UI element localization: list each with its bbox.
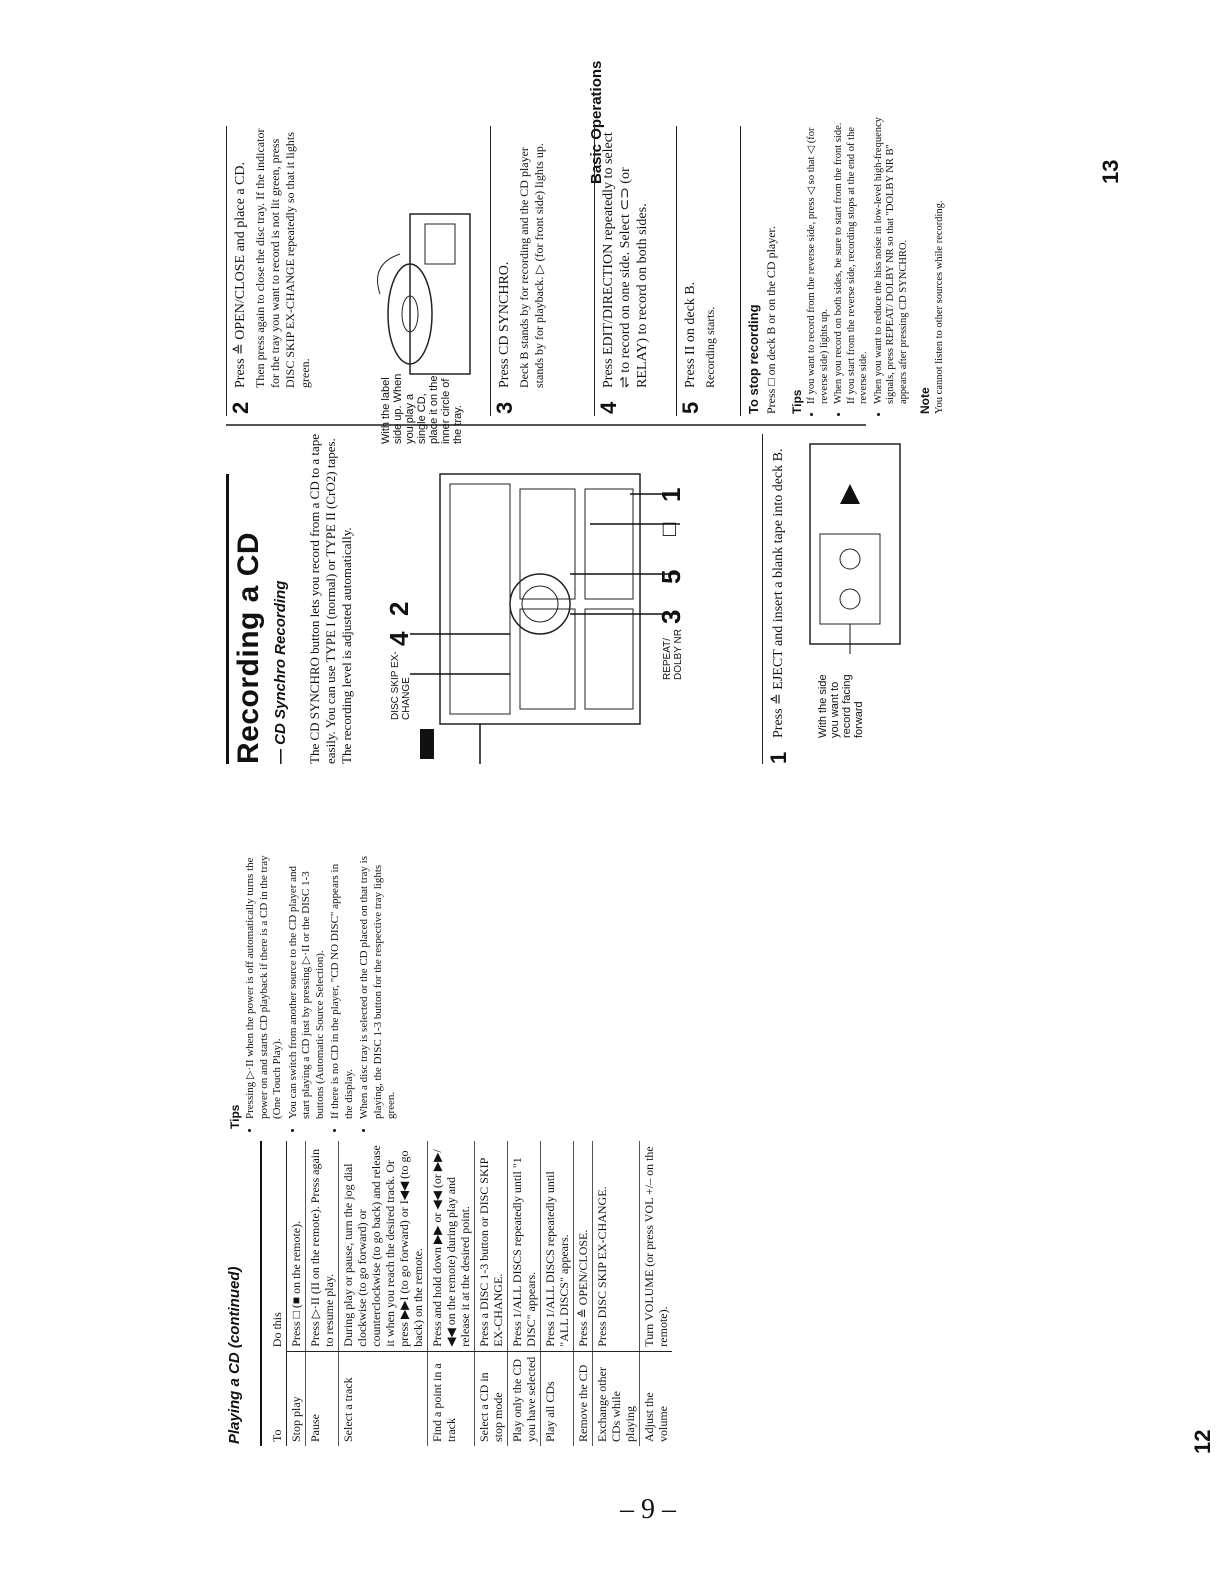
tip-left-3: • If there is no CD in the player, "CD NO DISC" appears in the display.: [329, 849, 356, 1119]
step-4-number: 4: [596, 401, 621, 414]
table-header-to: To: [268, 1351, 287, 1446]
table-cell-to: Select a track: [339, 1351, 428, 1446]
step-4-text: Press EDIT/DIRECTION repeatedly to select ⇌ to record on one side. Select ⊂⊃ (or RELAY) to record on both sides.: [601, 132, 650, 388]
table-cell-do: Press and hold down ▶▶ or ◀◀ (or ▶▶/◀◀ on the remote) during play and release it at the desired point.: [428, 1141, 475, 1351]
step3-rule: [490, 126, 491, 416]
page-number-right: 13: [1098, 159, 1123, 184]
intro-text: The CD SYNCHRO button lets you record from a CD to a tape easily. You can use TYPE I (normal) or TYPE II (CrO2) tapes. The recording level is adjusted automatically.: [307, 433, 354, 764]
table-cell-do: Turn VOLUME (or press VOL +/– on the remote).: [640, 1141, 673, 1351]
title-block: [226, 424, 355, 764]
controls-table-body: [287, 1141, 673, 1446]
table-cell-do: Press ▷·II (II on the remote). Press again to resume play.: [306, 1141, 339, 1351]
step-4: [596, 124, 651, 414]
table-cell-to: Exchange other CDs while playing: [593, 1351, 640, 1446]
stop-rule: [740, 126, 741, 416]
table-cell-do: Press 1/ALL DISCS repeatedly until "ALL DISCS" appears.: [541, 1141, 574, 1351]
running-head: Basic Operations: [588, 60, 605, 184]
table-cell-to: Stop play: [287, 1351, 306, 1446]
table-cell-to: Pause: [306, 1351, 339, 1446]
callout-5: 5: [656, 569, 686, 584]
step-5-subtext: Recording starts.: [703, 306, 717, 388]
table-row: [428, 1141, 475, 1446]
power-label: POWER: [408, 731, 418, 766]
deck-b-drawing: [800, 434, 910, 654]
table-cell-do: Press a DISC 1-3 button or DISC SKIP EX-CHANGE.: [475, 1141, 508, 1351]
tip-left-1: • Pressing ▷·II when the power is off automatically turns the power on and starts CD playback if there is a CD in the tray (One Touch Play).: [244, 849, 285, 1119]
stereo-figure: [384, 424, 690, 766]
table-row: [508, 1141, 541, 1446]
table-cell-to: Play all CDs: [541, 1351, 574, 1446]
table-row: [306, 1141, 339, 1446]
table-cell-to: Find a point in a track: [428, 1351, 475, 1446]
table-cell-do: Press 1/ALL DISCS repeatedly until "1 DISC" appears.: [508, 1141, 541, 1351]
step1-rule: [762, 434, 763, 764]
title-rule: [226, 474, 229, 764]
footer-page-label: – 9 –: [620, 1494, 676, 1525]
table-cell-to: Select a CD in stop mode: [475, 1351, 508, 1446]
tips-heading-left: Tips: [228, 1104, 242, 1129]
step-5-text: Press II on deck B.: [683, 281, 698, 388]
step2-rule: [226, 126, 227, 416]
disc-skip-label: DISC SKIP EX-CHANGE: [390, 651, 412, 720]
step-2-subtext: Then press again to close the disc tray. If the indicator for the tray you want to record is not lit green, press DISC SKIP EX-CHANGE repeatedly so that it lights green.: [253, 128, 312, 388]
table-cell-do: Press ≙ OPEN/CLOSE.: [574, 1141, 593, 1351]
repeat-label: REPEAT/ DOLBY NR: [662, 629, 684, 680]
callout-stop: □: [656, 522, 681, 536]
cd-tray-drawing: [370, 204, 480, 384]
table-cell-do: During play or pause, turn the jog dial clockwise (to go forward) or counterclockwise (to go back) and release it when you reach the desired track. Or press ▶▶I (to go forward) or I◀◀ (to go back) on the remote.: [339, 1141, 428, 1351]
tip-right-3: • When you want to reduce the hiss noise in low-level high-frequency signals, press REPEAT/ DOLBY NR so that "DOLBY NR B" appears after pressing CD SYNCHRO.: [873, 114, 911, 404]
tip-right-2: • When you record on both sides, be sure to start from the front side. If you start from the reverse side, recording stops at the end of the reverse side.: [833, 114, 871, 404]
callout-1: 1: [656, 487, 686, 502]
page-title: Recording a CD: [232, 531, 265, 764]
table-row: [574, 1141, 593, 1446]
table-cell-to: Play only the CD you have selected: [508, 1351, 541, 1446]
column-divider: [226, 424, 866, 426]
table-row: [339, 1141, 428, 1446]
step5-rule: [676, 126, 677, 416]
step-3-subtext: Deck B stands by for recording and the CD player stands by for playback. ▷ (for front side) lights up.: [517, 143, 546, 388]
step-1-number: 1: [766, 751, 791, 764]
stereo-unit-drawing: [390, 424, 690, 764]
table-row: [593, 1141, 640, 1446]
table-row: [287, 1141, 306, 1446]
step-2: [228, 124, 313, 414]
stop-recording-block: [746, 124, 779, 414]
step-3: [492, 124, 547, 414]
section-title-left: Playing a CD (continued): [226, 1266, 243, 1444]
step-5-number: 5: [678, 401, 703, 414]
tip-left-2: • You can switch from another source to the CD player and start playing a CD just by pressing ▷·II or the DISC 1-3 buttons (Automatic Source Selection).: [287, 849, 328, 1119]
stop-heading: To stop recording: [746, 304, 761, 414]
tips-heading-right: Tips: [790, 389, 804, 414]
callout-3: 3: [656, 609, 686, 624]
step-1-text: Press ≙ EJECT and insert a blank tape into deck B.: [771, 448, 786, 738]
step-3-text: Press CD SYNCHRO.: [497, 261, 512, 388]
table-header-do: Do this: [268, 1141, 287, 1351]
table-cell-do: Press DISC SKIP EX-CHANGE.: [593, 1141, 640, 1351]
table-cell-to: Adjust the volume: [640, 1351, 673, 1446]
step-2-number: 2: [228, 401, 253, 414]
note-heading: Note: [918, 387, 932, 414]
controls-table: [268, 1141, 672, 1446]
tips-left: [228, 849, 401, 1129]
page-number-left: 12: [1190, 1429, 1215, 1454]
table-cell-to: Remove the CD: [574, 1351, 593, 1446]
tip-right-1: • If you want to record from the reverse side, press ◁ so that ◁ (for reverse side) lights up.: [806, 114, 831, 404]
table-cell-do: Press □ (■ on the remote).: [287, 1141, 306, 1351]
step-2-text: Press ≙ OPEN/CLOSE and place a CD.: [233, 162, 248, 388]
table-row: [541, 1141, 574, 1446]
step-5: [678, 124, 718, 414]
note-text: You cannot listen to other sources while recording.: [934, 200, 945, 414]
step4-rule: [594, 126, 595, 416]
table-row: [640, 1141, 673, 1446]
page-subtitle: — CD Synchro Recording: [272, 580, 289, 764]
step-1-figure-label: With the side you want to record facing forward: [817, 674, 865, 738]
callout-2: 2: [384, 601, 414, 616]
tip-left-4: • When a disc tray is selected or the CD placed on that tray is playing, the DISC 1-3 button for the respective tray lights green.: [358, 849, 399, 1119]
callout-4: 4: [384, 631, 414, 646]
table-top-rule: [260, 1141, 262, 1446]
tips-right: [790, 114, 947, 414]
step-2-figure-label: With the label side up. When you play a single CD, place it on the inner circle of the tray.: [380, 373, 464, 444]
step-3-number: 3: [492, 401, 517, 414]
table-row: [475, 1141, 508, 1446]
stop-text: Press □ on deck B or on the CD player.: [764, 226, 778, 414]
